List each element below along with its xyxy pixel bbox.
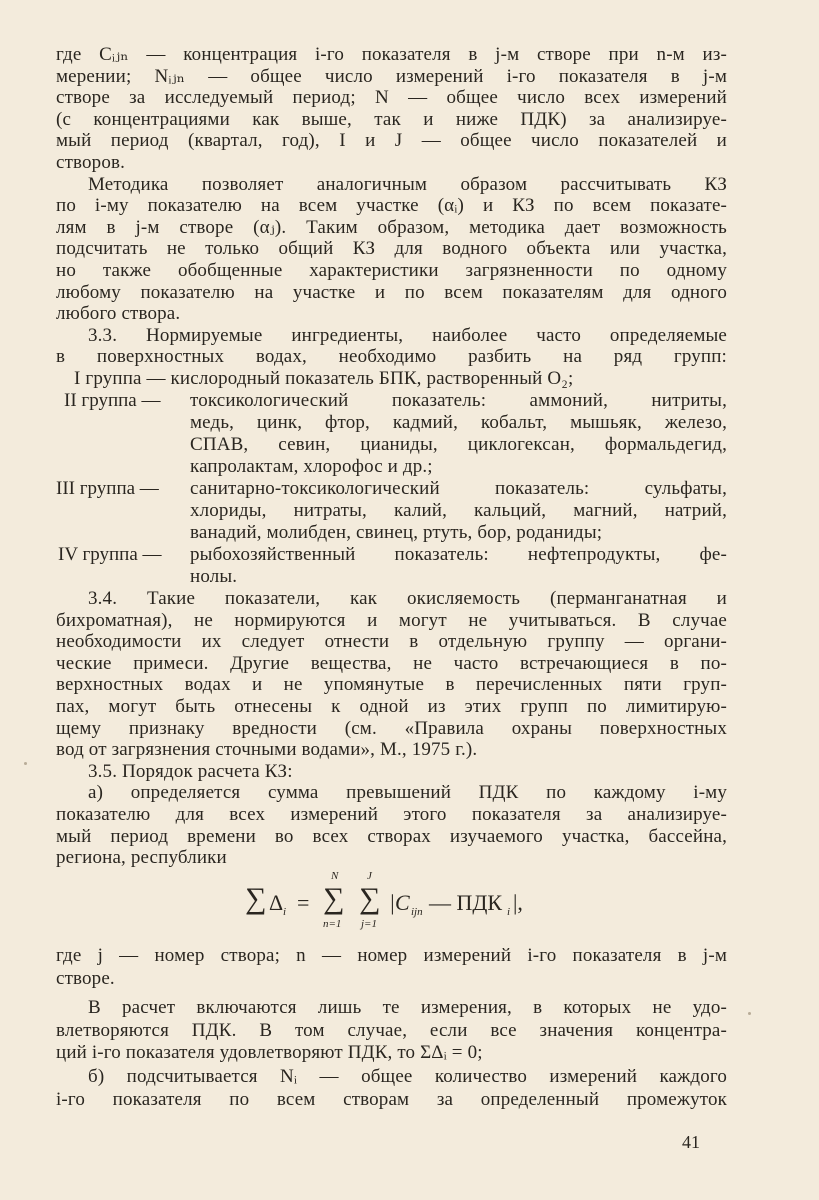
text-line: вод от загрязнения сточными водами», М., 1975 г.).: [56, 739, 478, 761]
formula-sum1-sigma: ∑: [323, 882, 345, 915]
text-line: в поверхностных водах, необходимо разбить на ряд групп:: [56, 346, 727, 368]
text-line: В расчет включаются лишь те измерения, в которых не удо-: [88, 997, 727, 1018]
formula-sum2-bottom: j=1: [361, 918, 377, 930]
group-ii-line: капролактам, хлорофос и др.;: [190, 456, 433, 477]
text-line: а) определяется сумма превышений ПДК по каждому i-му: [88, 782, 727, 804]
sum-formula: [245, 870, 545, 934]
formula-body: |C: [389, 890, 410, 915]
formula-body-sub2: i: [507, 906, 511, 918]
text-line: щему признаку вредности (см. «Правила охраны поверхностных: [56, 717, 727, 739]
formula-delta-sub: i: [283, 906, 287, 918]
text-line: верхностных водах и не упомянутые в перечисленных пяти груп-: [56, 674, 727, 696]
formula-equals: =: [297, 890, 310, 915]
text-line: где j — номер створа; n — номер измерений i-го показателя в j-м: [56, 945, 727, 966]
text-line: ций i-го показателя удовлетворяют ПДК, то ΣΔᵢ = 0;: [56, 1042, 483, 1063]
group-iii-line: хлориды, нитраты, калий, кальций, магний, натрий,: [190, 500, 727, 521]
formula-body-end: |,: [513, 890, 523, 915]
formula-body-rest: — ПДК: [429, 890, 503, 915]
text-line: влетворяются ПДК. В том случае, если все значения концентра-: [56, 1020, 727, 1041]
text-line: необходимости их следует отнести в отдельную группу — органи-: [56, 631, 727, 653]
text-line: мый период времени во всех створах изучаемого участка, бассейна,: [56, 825, 727, 847]
paper-speck: [748, 1012, 751, 1015]
text-line: i-го показателя по всем створам за определенный промежуток: [56, 1089, 727, 1110]
formula-delta: Δ: [269, 890, 284, 915]
text-line: но также обобщенные характеристики загрязненности по одному: [56, 260, 727, 281]
formula-body-sub: ijn: [411, 906, 423, 918]
text-line: любого створа.: [56, 303, 181, 325]
text-line: (с концентрациями как выше, так и ниже ПДК) за анализируе-: [56, 108, 727, 130]
group-iv-label: IV группа —: [58, 544, 162, 565]
group-iv-line: рыбохозяйственный показатель: нефтепродукты, фе-: [190, 544, 727, 565]
text-line: показателю для всех измерений этого показателя за анализируе-: [56, 804, 727, 825]
text-line: мый период (квартал, год), I и J — общее число показателей и: [56, 130, 727, 152]
formula-sigma: ∑: [245, 882, 267, 915]
formula-sum2-top: J: [367, 870, 372, 882]
section-3-3-heading-line: 3.3. Нормируемые ингредиенты, наиболее часто определяемые: [88, 324, 727, 346]
text-line: по i-му показателю на всем участке (αᵢ) и КЗ по всем показате-: [56, 195, 727, 217]
text-line: пах, могут быть отнесены к одной из этих групп по лимитирую-: [56, 696, 727, 717]
text-line: б) подсчитывается Nᵢ — общее количество измерений каждого: [88, 1066, 727, 1087]
group-iv-line: нолы.: [190, 566, 238, 587]
group-i-line: I группа — кислородный показатель БПК, растворенный O₂;: [74, 368, 574, 389]
group-iii-line: ванадий, молибден, свинец, ртуть, бор, роданиды;: [190, 522, 603, 543]
formula-sum1-top: N: [331, 870, 339, 882]
text-line: любому показателю на участке и по всем показателям для одного: [56, 281, 727, 303]
text-line: лям в j-м створе (αⱼ). Таким образом, методика дает возможность: [56, 216, 727, 238]
group-ii-line: медь, цинк, фтор, кадмий, кобальт, мышьяк, железо,: [190, 412, 727, 433]
text-line: створе.: [56, 968, 115, 989]
section-3-5-heading: 3.5. Порядок расчета КЗ:: [88, 760, 293, 782]
formula-sum2-sigma: ∑: [359, 882, 381, 915]
text-line: где Cᵢⱼₙ — концентрация i-го показателя в j-м створе при n-м из-: [56, 44, 727, 65]
text-line: бихроматная), не нормируются и могут не учитываться. В случае: [56, 609, 727, 631]
group-ii-line: токсикологический показатель: аммоний, нитриты,: [190, 390, 727, 411]
text-line: ческие примеси. Другие вещества, не часто встречающиеся в по-: [56, 652, 727, 674]
page-number: 41: [682, 1132, 700, 1152]
paper-speck: [24, 762, 27, 765]
section-3-4-heading-line: 3.4. Такие показатели, как окисляемость (перманганатная и: [88, 588, 727, 609]
text-line: створов.: [56, 152, 125, 173]
text-line: региона, республики: [56, 847, 227, 869]
group-iii-line: санитарно-токсикологический показатель: сульфаты,: [190, 478, 727, 499]
text-line: подсчитать не только общий КЗ для водного объекта или участка,: [56, 238, 727, 260]
group-ii-line: СПАВ, севин, цианиды, циклогексан, формальдегид,: [190, 434, 727, 455]
text-line: мерении; Nᵢⱼₙ — общее число измерений i-го показателя в j-м: [56, 65, 727, 87]
formula-sum1-bottom: n=1: [323, 918, 342, 930]
group-ii-label: II группа —: [64, 390, 161, 411]
group-iii-label: III группа —: [56, 478, 159, 499]
text-line: Методика позволяет аналогичным образом рассчитывать КЗ: [88, 173, 727, 195]
text-line: створе за исследуемый период; N — общее число всех измерений: [56, 87, 727, 109]
